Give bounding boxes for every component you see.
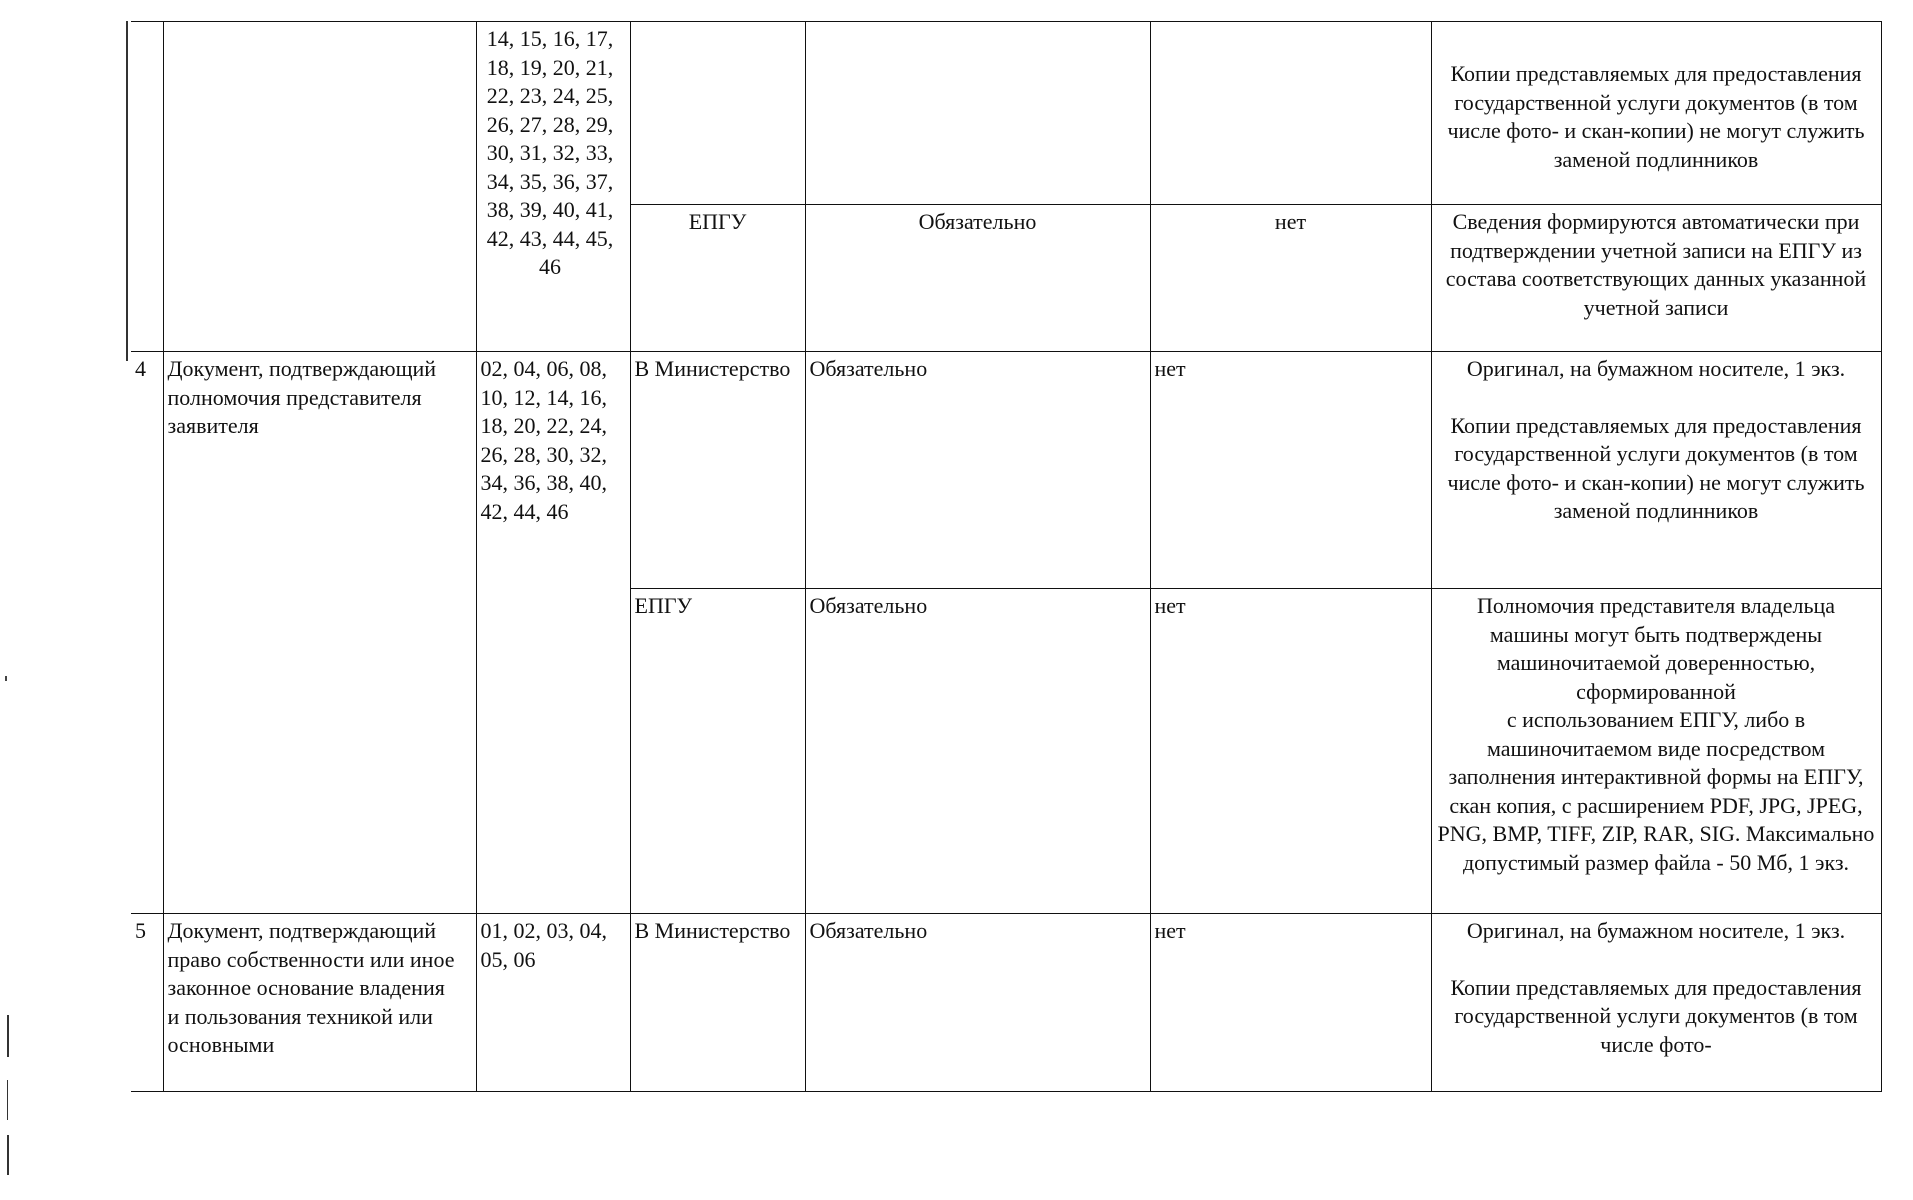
place-cell-empty (630, 22, 805, 205)
row-number-cell (131, 352, 163, 914)
scan-artifact (5, 676, 7, 681)
note-text: Копии представляемых для предоставления государственной услуги документов (в том числе фото- и скан-копии) не могут служить заменой подлинников (1447, 61, 1865, 172)
table-row-continued-1 (131, 22, 1881, 205)
codes-list: 14, 15, 16, 17, 18, 19, 20, 21, 22, 23, 24, 25, 26, 27, 28, 29, 30, 31, 32, 33, 34, 35, 36, 37, 38, 39, 40, 41, 42, 43, 44, 45, 46 (486, 26, 614, 279)
note-cell (1431, 352, 1881, 589)
note-cell (1431, 205, 1881, 352)
required-cell (805, 205, 1150, 352)
number-cell-empty (131, 22, 163, 352)
document-name: Документ, подтверждающий право собственности или иное законное основание владения и пользования техникой или основными (167, 918, 455, 1057)
flag-cell (1150, 352, 1431, 589)
flag-text: нет (1274, 209, 1307, 234)
note-cell (1431, 22, 1881, 205)
required-cell (805, 914, 1150, 1092)
codes-cell (476, 914, 630, 1092)
place-text: ЕПГУ (688, 209, 747, 234)
place-text: В Министерство (634, 918, 791, 943)
scan-artifact (7, 1135, 9, 1175)
required-cell (805, 589, 1150, 914)
codes-cell (476, 22, 630, 352)
required-cell (805, 352, 1150, 589)
row-number: 5 (135, 918, 146, 943)
place-cell (630, 205, 805, 352)
table-row-5 (131, 914, 1881, 1092)
document-name: Документ, подтверждающий полномочия представителя заявителя (167, 356, 437, 438)
codes-list: 01, 02, 03, 04, 05, 06 (480, 918, 607, 972)
codes-cell (476, 352, 630, 914)
note-text-original: Оригинал, на бумажном носителе, 1 экз. (1466, 356, 1846, 381)
flag-text: нет (1154, 356, 1186, 381)
scan-artifact (7, 1080, 8, 1120)
scan-artifact (7, 1015, 9, 1057)
required-text: Обязательно (918, 209, 1037, 234)
place-cell (630, 589, 805, 914)
flag-cell (1150, 205, 1431, 352)
required-cell-empty (805, 22, 1150, 205)
codes-list: 02, 04, 06, 08, 10, 12, 14, 16, 18, 20, 22, 24, 26, 28, 30, 32, 34, 36, 38, 40, 42, 44, 46 (480, 356, 607, 524)
note-text-original: Оригинал, на бумажном носителе, 1 экз. (1466, 918, 1846, 943)
table-row-4 (131, 352, 1881, 589)
document-cell (163, 914, 476, 1092)
flag-cell-empty (1150, 22, 1431, 205)
flag-cell (1150, 589, 1431, 914)
note-text-copies: Копии представляемых для предоставления государственной услуги документов (в том числе фото- и скан-копии) не могут служить заменой подлинников (1447, 412, 1865, 523)
place-cell (630, 352, 805, 589)
flag-text: нет (1154, 918, 1186, 943)
note-text-copies: Копии представляемых для предоставления государственной услуги документов (в том числе фото- (1450, 974, 1862, 1057)
place-text: В Министерство (634, 356, 791, 381)
place-text: ЕПГУ (634, 593, 693, 618)
paragraph-gap (1446, 384, 1867, 412)
document-cell-empty (163, 22, 476, 352)
required-text: Обязательно (809, 918, 928, 943)
note-cell (1431, 914, 1881, 1092)
row-number-cell (131, 914, 163, 1092)
note-text: Сведения формируются автоматически при подтверждении учетной записи на ЕПГУ из состава соответствующих данных указанной учетной записи (1445, 209, 1867, 320)
note-text-formats: с использованием ЕПГУ, либо в машиночитаемом виде посредством заполнения интерактивной формы на ЕПГУ, скан копия, с расширением PDF, JPG, JPEG, PNG, BMP, TIFF, ZIP, RAR, SIG. Максимально допустимый размер файла - 50 Мб, 1 экз. (1437, 707, 1875, 875)
paragraph-gap (1446, 946, 1867, 974)
note-text-authority: Полномочия представителя владельца машины могут быть подтверждены машиночитаемой доверенностью, сформированной (1476, 593, 1836, 704)
required-text: Обязательно (809, 593, 928, 618)
document-cell (163, 352, 476, 914)
place-cell (630, 914, 805, 1092)
note-cell (1431, 589, 1881, 914)
required-text: Обязательно (809, 356, 928, 381)
flag-text: нет (1154, 593, 1186, 618)
services-document-table (131, 21, 1882, 1092)
scan-artifact (126, 21, 128, 361)
flag-cell (1150, 914, 1431, 1092)
row-number: 4 (135, 356, 146, 381)
